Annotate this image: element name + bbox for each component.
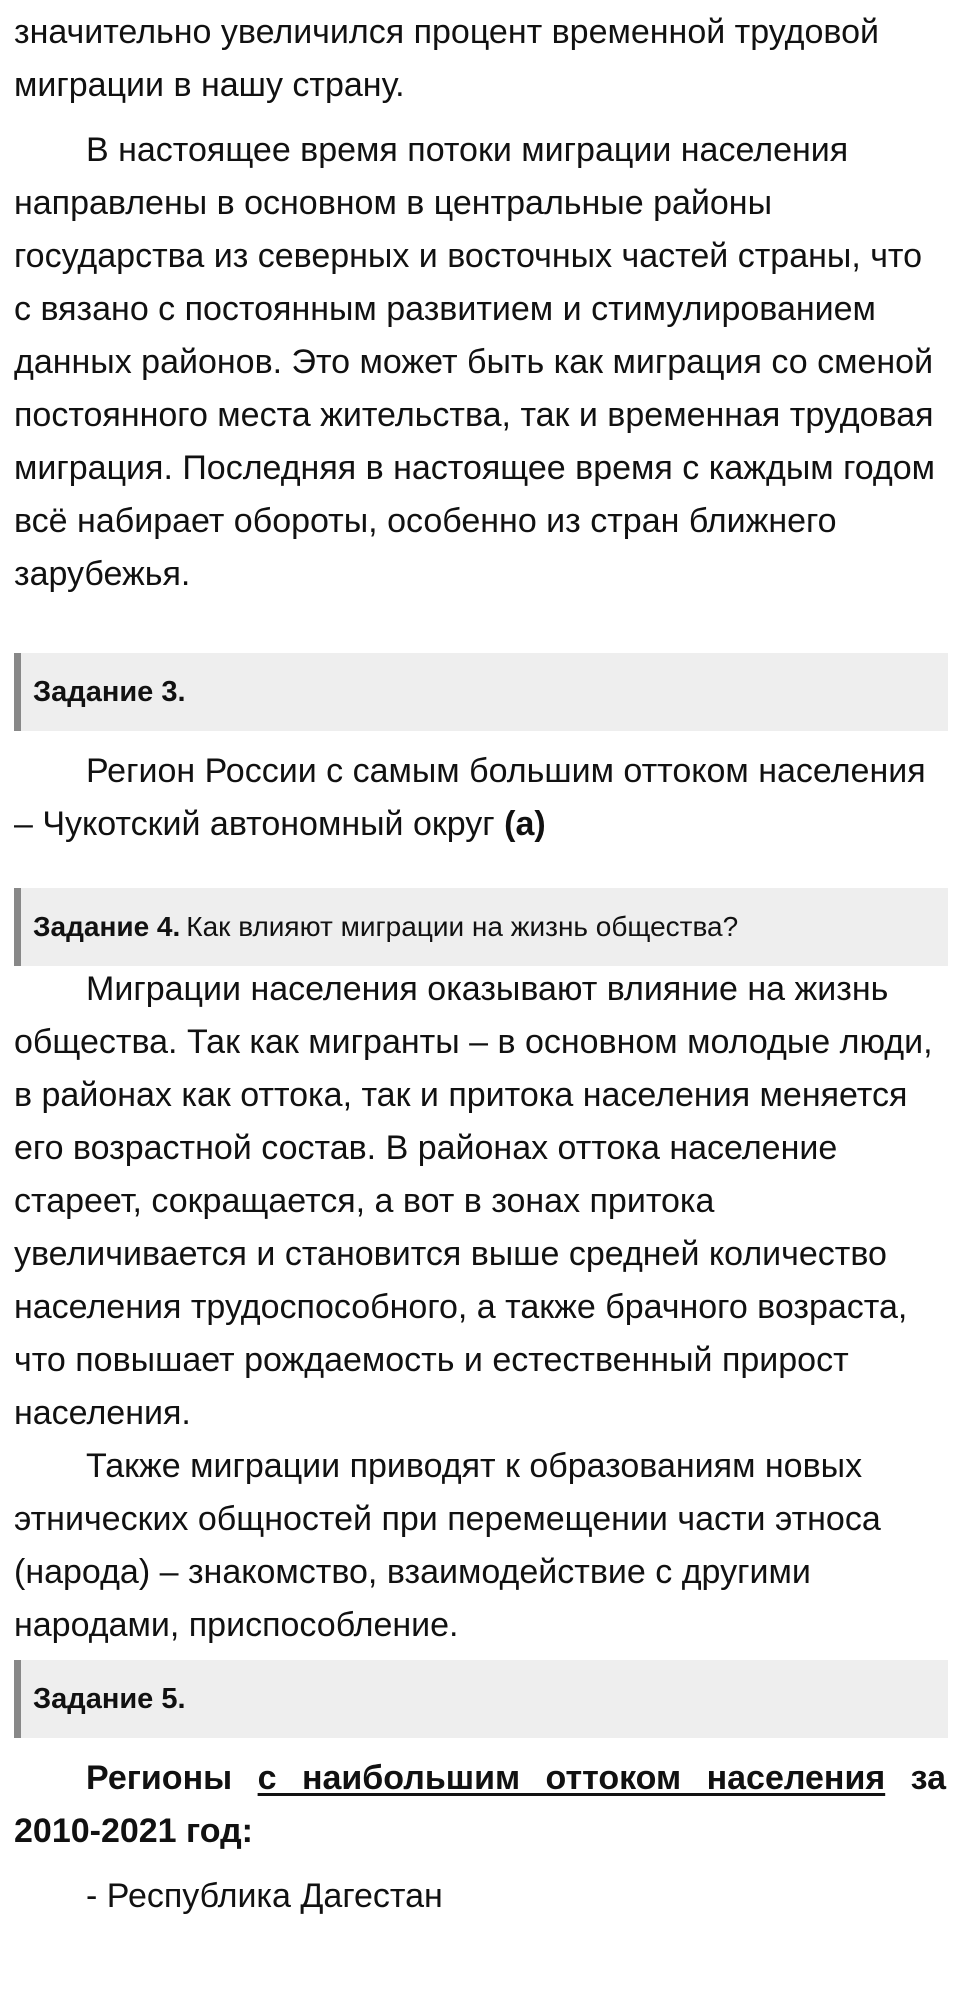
- task-label: Задание 5.: [33, 1682, 186, 1715]
- paragraph-migration-effects: [14, 963, 946, 1440]
- paragraph-text: Также миграции приводят к образованиям новых этнических общностей при перемещении части этноса (народа) – знакомство, взаимодействие с другими народами, приспособление.: [14, 1447, 881, 1644]
- paragraph-text: Регион России с самым большим оттоком населения – Чукотский автономный округ: [14, 752, 926, 843]
- paragraph-task5-heading-line2: [14, 1805, 946, 1858]
- task-3-header: [14, 653, 948, 731]
- paragraph-text: значительно увеличился процент временной трудовой миграции в нашу страну.: [14, 13, 879, 104]
- bold-text: 2010-2021 год:: [14, 1812, 253, 1850]
- list-item-text: - Республика Дагестан: [86, 1877, 443, 1915]
- paragraph-task3-answer: [14, 745, 946, 851]
- paragraph-migration-intro: [14, 6, 946, 112]
- task-label: Задание 4.: [33, 911, 181, 942]
- task-4-header: [14, 888, 948, 966]
- paragraph-migration-flows: [14, 124, 946, 601]
- task-label: Задание 3.: [33, 675, 186, 708]
- paragraph-task5-heading-line1: [14, 1752, 946, 1805]
- paragraph-ethnic-communities: [14, 1440, 946, 1652]
- bold-text: Регионы: [86, 1759, 233, 1797]
- paragraph-text: Миграции населения оказывают влияние на жизнь общества. Так как мигранты – в основном молодые люди, в районах как оттока, так и притока населения меняется его возрастной состав. В районах оттока население стареет, сокращается, а вот в зонах притока увеличивается и становится выше средней количество населения трудоспособного, а также брачного возраста, что повышает рождаемость и естественный прирост населения.: [14, 970, 933, 1432]
- underlined-text: с наибольшим оттоком населения: [257, 1759, 886, 1797]
- list-item: [14, 1870, 946, 1923]
- bold-text: за: [910, 1759, 947, 1797]
- paragraph-text: В настоящее время потоки миграции населения направлены в основном в центральные районы государства из северных и восточных частей страны, что с вязано с постоянным развитием и стимулированием данных районов. Это может быть как миграция со сменой постоянного места жительства, так и временная трудовая миграция. Последняя в настоящее время с каждым годом всё набирает обороты, особенно из стран ближнего зарубежья.: [14, 131, 936, 593]
- task-5-header: [14, 1660, 948, 1738]
- answer-letter: (а): [504, 805, 546, 843]
- task-question: Как влияют миграции на жизнь общества?: [186, 911, 739, 942]
